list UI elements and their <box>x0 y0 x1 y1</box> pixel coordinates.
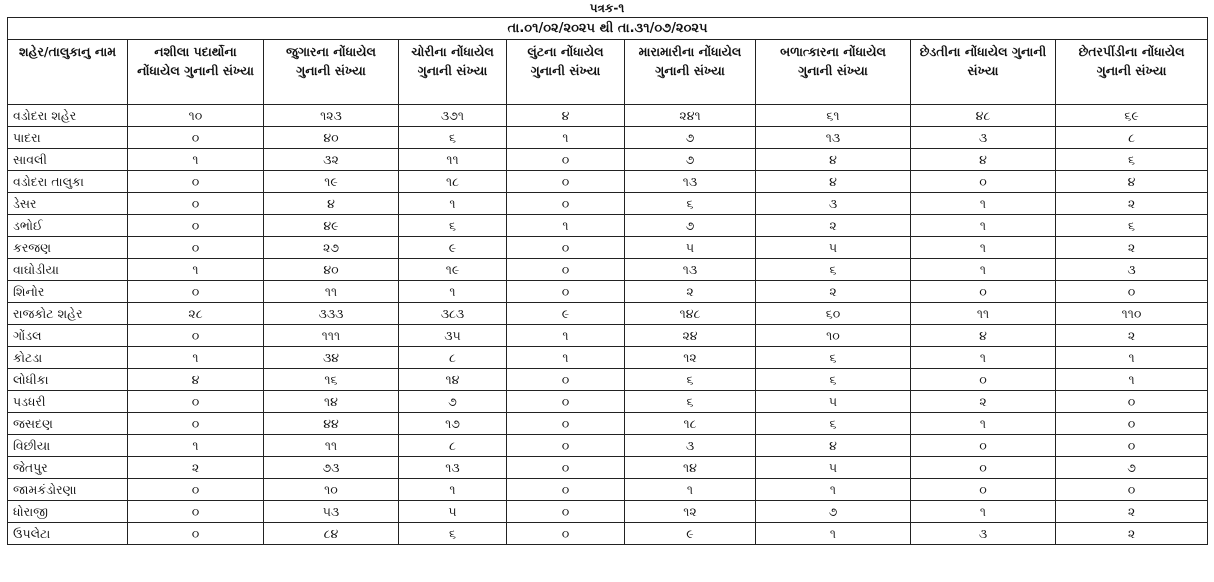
count-cell: ૬૯ <box>1056 105 1208 127</box>
count-cell: ૧૪ <box>399 369 507 391</box>
column-header: નશીલા પદાર્થોના નોંધાયેલ ગુનાની સંખ્યા <box>128 40 264 105</box>
count-cell: ૭ <box>756 501 911 523</box>
count-cell: ૧૨ <box>625 501 756 523</box>
table-row <box>8 237 1208 259</box>
count-cell: ૬ <box>756 347 911 369</box>
table-row <box>8 193 1208 215</box>
count-cell: ૧ <box>756 479 911 501</box>
count-cell: ૧ <box>507 347 625 369</box>
count-cell: ૨ <box>1056 237 1208 259</box>
count-cell: ૦ <box>1056 391 1208 413</box>
count-cell: ૧ <box>911 347 1056 369</box>
count-cell: ૧૦ <box>128 105 264 127</box>
count-cell: ૨ <box>1056 523 1208 545</box>
count-cell: ૪ <box>507 105 625 127</box>
count-cell: ૧૯ <box>264 171 399 193</box>
count-cell: ૧ <box>399 281 507 303</box>
table-row <box>8 149 1208 171</box>
count-cell: ૧૩ <box>625 171 756 193</box>
count-cell: ૨ <box>625 281 756 303</box>
count-cell: ૦ <box>1056 435 1208 457</box>
count-cell: ૪ <box>756 149 911 171</box>
count-cell: ૯ <box>625 523 756 545</box>
count-cell: ૧ <box>911 237 1056 259</box>
column-header: જુગારના નોંધાયેલ ગુનાની સંખ્યા <box>264 40 399 105</box>
count-cell: ૦ <box>507 435 625 457</box>
count-cell: ૦ <box>1056 281 1208 303</box>
column-header: શહેર/તાલુકાનુ નામ <box>8 40 128 105</box>
column-header-row <box>8 40 1208 105</box>
count-cell: ૨ <box>1056 501 1208 523</box>
count-cell: ૦ <box>507 457 625 479</box>
count-cell: ૦ <box>128 325 264 347</box>
count-cell: ૬ <box>625 391 756 413</box>
count-cell: ૦ <box>507 523 625 545</box>
count-cell: ૩૭૧ <box>399 105 507 127</box>
count-cell: ૦ <box>1056 413 1208 435</box>
city-name-cell: ધોરાજી <box>8 501 128 523</box>
count-cell: ૬ <box>1056 149 1208 171</box>
date-range-row <box>8 18 1208 40</box>
count-cell: ૧ <box>128 347 264 369</box>
count-cell: ૩ <box>625 435 756 457</box>
count-cell: ૩૩૩ <box>264 303 399 325</box>
count-cell: ૩ <box>911 523 1056 545</box>
count-cell: ૯ <box>399 237 507 259</box>
column-header: છેડતીના નોંધાયેલ ગુનાની સંખ્યા <box>911 40 1056 105</box>
count-cell: ૦ <box>507 149 625 171</box>
count-cell: ૮૪ <box>264 523 399 545</box>
count-cell: ૧ <box>625 479 756 501</box>
count-cell: ૧ <box>1056 347 1208 369</box>
count-cell: ૧ <box>128 435 264 457</box>
count-cell: ૧ <box>507 215 625 237</box>
city-name-cell: પડધરી <box>8 391 128 413</box>
count-cell: ૦ <box>507 171 625 193</box>
count-cell: ૧૪ <box>625 457 756 479</box>
count-cell: ૧ <box>507 325 625 347</box>
city-name-cell: પાદરા <box>8 127 128 149</box>
count-cell: ૧ <box>1056 369 1208 391</box>
count-cell: ૪ <box>911 325 1056 347</box>
city-name-cell: સાવલી <box>8 149 128 171</box>
table-row <box>8 215 1208 237</box>
count-cell: ૧ <box>756 523 911 545</box>
count-cell: ૦ <box>911 457 1056 479</box>
count-cell: ૮ <box>1056 127 1208 149</box>
count-cell: ૦ <box>128 523 264 545</box>
count-cell: ૪૯ <box>264 215 399 237</box>
count-cell: ૪૦ <box>264 127 399 149</box>
count-cell: ૦ <box>507 391 625 413</box>
count-cell: ૧ <box>128 259 264 281</box>
form-label: પત્રક-૧ <box>589 1 625 15</box>
count-cell: ૧૨૩ <box>264 105 399 127</box>
count-cell: ૬ <box>1056 215 1208 237</box>
count-cell: ૬ <box>625 193 756 215</box>
count-cell: ૭ <box>1056 457 1208 479</box>
table-row <box>8 479 1208 501</box>
table-row <box>8 171 1208 193</box>
count-cell: ૩૪ <box>264 347 399 369</box>
count-cell: ૧ <box>911 501 1056 523</box>
count-cell: ૬ <box>625 369 756 391</box>
table-row <box>8 391 1208 413</box>
count-cell: ૦ <box>507 193 625 215</box>
count-cell: ૧૧૧ <box>264 325 399 347</box>
count-cell: ૧૮ <box>399 171 507 193</box>
count-cell: ૧૪ <box>264 391 399 413</box>
count-cell: ૧૩ <box>756 127 911 149</box>
count-cell: ૬૦ <box>756 303 911 325</box>
count-cell: ૬ <box>399 215 507 237</box>
count-cell: ૦ <box>911 171 1056 193</box>
crime-statistics-table <box>7 17 1208 545</box>
count-cell: ૬ <box>756 259 911 281</box>
count-cell: ૦ <box>507 501 625 523</box>
city-name-cell: રાજકોટ શહેર <box>8 303 128 325</box>
table-row <box>8 501 1208 523</box>
count-cell: ૦ <box>507 237 625 259</box>
count-cell: ૦ <box>507 479 625 501</box>
count-cell: ૩ <box>911 127 1056 149</box>
table-row <box>8 281 1208 303</box>
count-cell: ૩૨ <box>264 149 399 171</box>
count-cell: ૦ <box>128 479 264 501</box>
city-name-cell: વિછીયા <box>8 435 128 457</box>
count-cell: ૩૮૩ <box>399 303 507 325</box>
count-cell: ૪ <box>756 171 911 193</box>
column-header: લુંટના નોંધાયેલ ગુનાની સંખ્યા <box>507 40 625 105</box>
count-cell: ૧૧ <box>911 303 1056 325</box>
count-cell: ૩૫ <box>399 325 507 347</box>
count-cell: ૮ <box>399 347 507 369</box>
city-name-cell: વાઘોડીયા <box>8 259 128 281</box>
city-name-cell: કરજણ <box>8 237 128 259</box>
count-cell: ૦ <box>507 281 625 303</box>
count-cell: ૧ <box>128 149 264 171</box>
count-cell: ૨૮ <box>128 303 264 325</box>
count-cell: ૦ <box>128 237 264 259</box>
count-cell: ૦ <box>911 369 1056 391</box>
count-cell: ૫ <box>399 501 507 523</box>
count-cell: ૬૧ <box>756 105 911 127</box>
table-row <box>8 369 1208 391</box>
city-name-cell: કોટડા <box>8 347 128 369</box>
count-cell: ૧૭ <box>399 413 507 435</box>
table-row <box>8 413 1208 435</box>
count-cell: ૧૨ <box>625 347 756 369</box>
count-cell: ૦ <box>128 127 264 149</box>
city-name-cell: જસદણ <box>8 413 128 435</box>
count-cell: ૧૧ <box>399 149 507 171</box>
count-cell: ૫ <box>625 237 756 259</box>
city-name-cell: ડેસર <box>8 193 128 215</box>
column-header: મારામારીના નોંધાયેલ ગુનાની સંખ્યા <box>625 40 756 105</box>
count-cell: ૦ <box>128 171 264 193</box>
count-cell: ૪ <box>264 193 399 215</box>
count-cell: ૦ <box>128 215 264 237</box>
table-row <box>8 523 1208 545</box>
count-cell: ૧ <box>399 193 507 215</box>
column-header: છેતરપીંડીના નોંધાયેલ ગુનાની સંખ્યા <box>1056 40 1208 105</box>
count-cell: ૭ <box>625 149 756 171</box>
table-body <box>8 105 1208 545</box>
city-name-cell: લોધીકા <box>8 369 128 391</box>
count-cell: ૨ <box>1056 193 1208 215</box>
count-cell: ૭ <box>399 391 507 413</box>
count-cell: ૧૦ <box>264 479 399 501</box>
count-cell: ૧ <box>911 259 1056 281</box>
count-cell: ૩ <box>1056 259 1208 281</box>
count-cell: ૫ <box>756 237 911 259</box>
count-cell: ૦ <box>507 259 625 281</box>
column-header: બળાત્કારના નોંધાયેલ ગુનાની સંખ્યા <box>756 40 911 105</box>
count-cell: ૪ <box>756 435 911 457</box>
count-cell: ૦ <box>128 391 264 413</box>
count-cell: ૦ <box>128 413 264 435</box>
count-cell: ૨ <box>128 457 264 479</box>
table-row <box>8 259 1208 281</box>
count-cell: ૪ <box>911 149 1056 171</box>
count-cell: ૪ <box>128 369 264 391</box>
count-cell: ૦ <box>911 479 1056 501</box>
count-cell: ૨૪૧ <box>625 105 756 127</box>
count-cell: ૧૦ <box>756 325 911 347</box>
count-cell: ૭ <box>625 127 756 149</box>
count-cell: ૬ <box>399 523 507 545</box>
count-cell: ૦ <box>507 369 625 391</box>
count-cell: ૦ <box>507 413 625 435</box>
city-name-cell: શિનોર <box>8 281 128 303</box>
count-cell: ૫૩ <box>264 501 399 523</box>
table-row <box>8 303 1208 325</box>
count-cell: ૮ <box>399 435 507 457</box>
count-cell: ૭ <box>625 215 756 237</box>
city-name-cell: જામકંડોરણા <box>8 479 128 501</box>
count-cell: ૪ <box>1056 171 1208 193</box>
count-cell: ૨ <box>911 391 1056 413</box>
count-cell: ૨ <box>1056 325 1208 347</box>
count-cell: ૧ <box>911 413 1056 435</box>
count-cell: ૭૩ <box>264 457 399 479</box>
count-cell: ૧ <box>911 193 1056 215</box>
count-cell: ૫ <box>756 457 911 479</box>
count-cell: ૧૯ <box>399 259 507 281</box>
count-cell: ૦ <box>128 281 264 303</box>
count-cell: ૦ <box>911 281 1056 303</box>
city-name-cell: વડોદરા શહેર <box>8 105 128 127</box>
table-row <box>8 457 1208 479</box>
count-cell: ૧૬ <box>264 369 399 391</box>
count-cell: ૧૧૦ <box>1056 303 1208 325</box>
column-header: ચોરીના નોંધાયેલ ગુનાની સંખ્યા <box>399 40 507 105</box>
count-cell: ૧૧ <box>264 281 399 303</box>
table-row <box>8 127 1208 149</box>
city-name-cell: જેતપુર <box>8 457 128 479</box>
count-cell: ૩ <box>756 193 911 215</box>
count-cell: ૨૪ <box>625 325 756 347</box>
table-row <box>8 105 1208 127</box>
count-cell: ૬ <box>756 369 911 391</box>
city-name-cell: વડોદરા તાલુકા <box>8 171 128 193</box>
table-row <box>8 435 1208 457</box>
count-cell: ૯ <box>507 303 625 325</box>
date-range: તા.૦૧/૦૨/૨૦૨૫ થી તા.૩૧/૦૭/૨૦૨૫ <box>8 18 1208 40</box>
count-cell: ૦ <box>128 193 264 215</box>
count-cell: ૦ <box>128 501 264 523</box>
count-cell: ૪૪ <box>264 413 399 435</box>
count-cell: ૧ <box>911 215 1056 237</box>
count-cell: ૬ <box>399 127 507 149</box>
city-name-cell: ઉપલેટા <box>8 523 128 545</box>
count-cell: ૬ <box>756 413 911 435</box>
city-name-cell: ડભોઈ <box>8 215 128 237</box>
count-cell: ૨ <box>756 281 911 303</box>
count-cell: ૦ <box>1056 479 1208 501</box>
table-row <box>8 325 1208 347</box>
count-cell: ૧ <box>399 479 507 501</box>
city-name-cell: ગોંડલ <box>8 325 128 347</box>
count-cell: ૧૩ <box>399 457 507 479</box>
count-cell: ૨૭ <box>264 237 399 259</box>
table-row <box>8 347 1208 369</box>
count-cell: ૧૧ <box>264 435 399 457</box>
count-cell: ૪૮ <box>911 105 1056 127</box>
count-cell: ૧૮ <box>625 413 756 435</box>
count-cell: ૨ <box>756 215 911 237</box>
count-cell: ૧૩ <box>625 259 756 281</box>
count-cell: ૦ <box>911 435 1056 457</box>
count-cell: ૫ <box>756 391 911 413</box>
count-cell: ૧૪૮ <box>625 303 756 325</box>
count-cell: ૧ <box>507 127 625 149</box>
count-cell: ૪૦ <box>264 259 399 281</box>
